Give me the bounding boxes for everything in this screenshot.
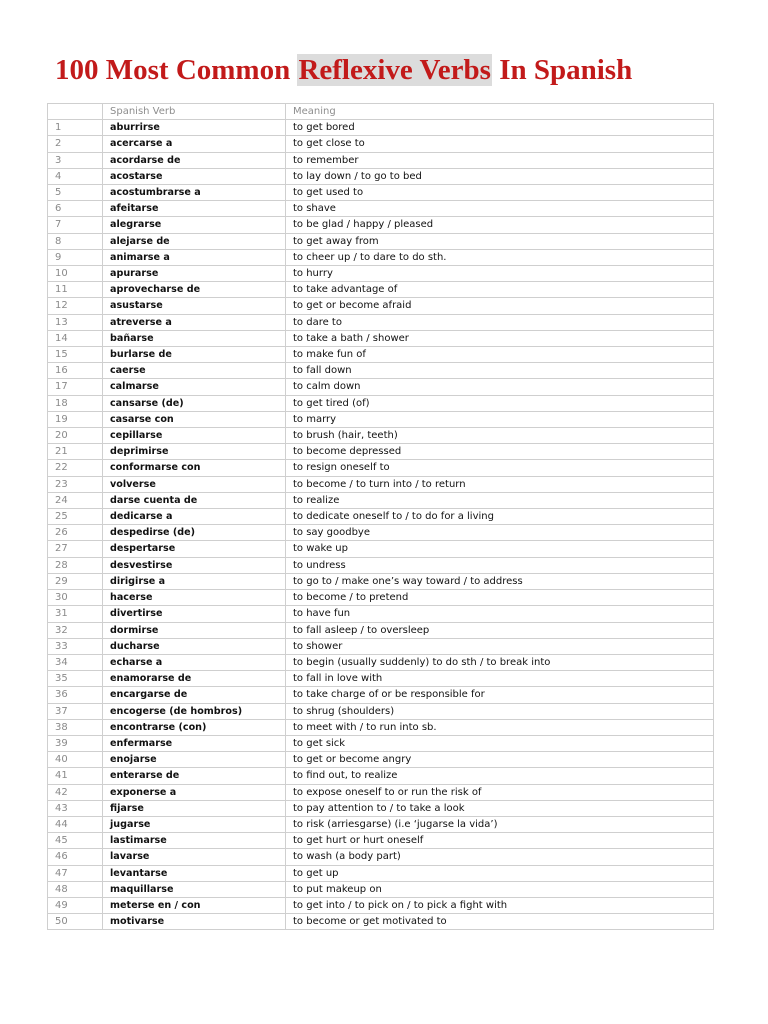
table-row [48, 476, 714, 492]
table-row [48, 460, 714, 476]
table-row [48, 897, 714, 913]
row-number: 17 [48, 379, 103, 395]
table-row [48, 816, 714, 832]
row-number: 50 [48, 914, 103, 930]
meaning: to take advantage of [286, 282, 714, 298]
spanish-verb: despedirse (de) [103, 525, 286, 541]
spanish-verb: aprovecharse de [103, 282, 286, 298]
spanish-verb: apurarse [103, 266, 286, 282]
meaning: to shave [286, 201, 714, 217]
row-number: 2 [48, 136, 103, 152]
table-row [48, 784, 714, 800]
meaning: to risk (arriesgarse) (i.e ‘jugarse la vida’) [286, 816, 714, 832]
table-row [48, 120, 714, 136]
row-number: 40 [48, 752, 103, 768]
table-row [48, 800, 714, 816]
spanish-verb: acostumbrarse a [103, 185, 286, 201]
table-row [48, 233, 714, 249]
row-number: 41 [48, 768, 103, 784]
row-number: 28 [48, 557, 103, 573]
row-number: 29 [48, 573, 103, 589]
meaning: to get away from [286, 233, 714, 249]
meaning: to get hurt or hurt oneself [286, 833, 714, 849]
spanish-verb: bañarse [103, 330, 286, 346]
table-row [48, 719, 714, 735]
table-row [48, 249, 714, 265]
table-row [48, 768, 714, 784]
table-row [48, 881, 714, 897]
table-row [48, 363, 714, 379]
spanish-verb: cansarse (de) [103, 395, 286, 411]
row-number: 6 [48, 201, 103, 217]
spanish-verb: desvestirse [103, 557, 286, 573]
spanish-verb: encontrarse (con) [103, 719, 286, 735]
meaning: to become / to turn into / to return [286, 476, 714, 492]
meaning: to get into / to pick on / to pick a fight with [286, 897, 714, 913]
row-number: 14 [48, 330, 103, 346]
row-number: 32 [48, 622, 103, 638]
table-row [48, 606, 714, 622]
meaning: to go to / make one’s way toward / to address [286, 573, 714, 589]
spanish-verb: divertirse [103, 606, 286, 622]
meaning: to make fun of [286, 347, 714, 363]
table-row [48, 703, 714, 719]
table-row [48, 865, 714, 881]
row-number: 11 [48, 282, 103, 298]
row-number: 22 [48, 460, 103, 476]
meaning: to expose oneself to or run the risk of [286, 784, 714, 800]
row-number: 18 [48, 395, 103, 411]
table-row [48, 573, 714, 589]
table-row [48, 428, 714, 444]
row-number: 34 [48, 654, 103, 670]
table-row [48, 444, 714, 460]
row-number: 23 [48, 476, 103, 492]
spanish-verb: aburrirse [103, 120, 286, 136]
spanish-verb: darse cuenta de [103, 492, 286, 508]
row-number: 30 [48, 590, 103, 606]
row-number: 31 [48, 606, 103, 622]
row-number: 39 [48, 735, 103, 751]
meaning: to dedicate oneself to / to do for a living [286, 509, 714, 525]
row-number: 24 [48, 492, 103, 508]
spanish-verb: asustarse [103, 298, 286, 314]
spanish-verb: enojarse [103, 752, 286, 768]
meaning: to become / to pretend [286, 590, 714, 606]
table-row [48, 735, 714, 751]
table-row [48, 298, 714, 314]
row-number: 33 [48, 638, 103, 654]
spanish-verb: conformarse con [103, 460, 286, 476]
spanish-verb: volverse [103, 476, 286, 492]
table-row [48, 152, 714, 168]
meaning: to dare to [286, 314, 714, 330]
spanish-verb: alegrarse [103, 217, 286, 233]
table-row [48, 217, 714, 233]
meaning: to brush (hair, teeth) [286, 428, 714, 444]
table-row [48, 379, 714, 395]
meaning: to fall asleep / to oversleep [286, 622, 714, 638]
meaning: to shower [286, 638, 714, 654]
row-number: 27 [48, 541, 103, 557]
row-number: 35 [48, 671, 103, 687]
row-number: 12 [48, 298, 103, 314]
spanish-verb: alejarse de [103, 233, 286, 249]
meaning: to meet with / to run into sb. [286, 719, 714, 735]
meaning: to find out, to realize [286, 768, 714, 784]
spanish-verb: calmarse [103, 379, 286, 395]
row-number: 36 [48, 687, 103, 703]
meaning: to become depressed [286, 444, 714, 460]
spanish-verb: cepillarse [103, 428, 286, 444]
table-row [48, 330, 714, 346]
meaning: to remember [286, 152, 714, 168]
meaning: to realize [286, 492, 714, 508]
table-row [48, 654, 714, 670]
table-row [48, 687, 714, 703]
spanish-verb: atreverse a [103, 314, 286, 330]
spanish-verb: jugarse [103, 816, 286, 832]
row-number: 43 [48, 800, 103, 816]
table-row [48, 347, 714, 363]
spanish-verb: dirigirse a [103, 573, 286, 589]
spanish-verb: motivarse [103, 914, 286, 930]
table-row [48, 622, 714, 638]
meaning: to hurry [286, 266, 714, 282]
meaning: to shrug (shoulders) [286, 703, 714, 719]
header-meaning: Meaning [286, 104, 714, 120]
table-row [48, 185, 714, 201]
row-number: 9 [48, 249, 103, 265]
table-row [48, 136, 714, 152]
row-number: 21 [48, 444, 103, 460]
spanish-verb: enamorarse de [103, 671, 286, 687]
row-number: 3 [48, 152, 103, 168]
spanish-verb: afeitarse [103, 201, 286, 217]
spanish-verb: fijarse [103, 800, 286, 816]
spanish-verb: dormirse [103, 622, 286, 638]
meaning: to say goodbye [286, 525, 714, 541]
spanish-verb: deprimirse [103, 444, 286, 460]
meaning: to calm down [286, 379, 714, 395]
row-number: 47 [48, 865, 103, 881]
row-number: 42 [48, 784, 103, 800]
meaning: to become or get motivated to [286, 914, 714, 930]
table-row [48, 671, 714, 687]
spanish-verb: caerse [103, 363, 286, 379]
table-row [48, 282, 714, 298]
spanish-verb: hacerse [103, 590, 286, 606]
meaning: to get bored [286, 120, 714, 136]
spanish-verb: acostarse [103, 168, 286, 184]
row-number: 37 [48, 703, 103, 719]
spanish-verb: despertarse [103, 541, 286, 557]
spanish-verb: casarse con [103, 411, 286, 427]
table-row [48, 833, 714, 849]
row-number: 19 [48, 411, 103, 427]
table-row [48, 201, 714, 217]
spanish-verb: lastimarse [103, 833, 286, 849]
meaning: to get used to [286, 185, 714, 201]
table-row [48, 849, 714, 865]
spanish-verb: ducharse [103, 638, 286, 654]
meaning: to begin (usually suddenly) to do sth / to break into [286, 654, 714, 670]
meaning: to fall down [286, 363, 714, 379]
spanish-verb: maquillarse [103, 881, 286, 897]
meaning: to marry [286, 411, 714, 427]
meaning: to resign oneself to [286, 460, 714, 476]
meaning: to get tired (of) [286, 395, 714, 411]
table-row [48, 541, 714, 557]
meaning: to get up [286, 865, 714, 881]
title-highlight: Reflexive Verbs [298, 54, 491, 86]
spanish-verb: levantarse [103, 865, 286, 881]
meaning: to undress [286, 557, 714, 573]
spanish-verb: acordarse de [103, 152, 286, 168]
row-number: 38 [48, 719, 103, 735]
table-row [48, 509, 714, 525]
meaning: to be glad / happy / pleased [286, 217, 714, 233]
table-row [48, 168, 714, 184]
row-number: 4 [48, 168, 103, 184]
table-row [48, 914, 714, 930]
page-title [55, 50, 632, 90]
table-row [48, 557, 714, 573]
table-body [48, 120, 714, 930]
meaning: to wake up [286, 541, 714, 557]
spanish-verb: exponerse a [103, 784, 286, 800]
verbs-table [47, 103, 714, 930]
header-spanish-verb: Spanish Verb [103, 104, 286, 120]
meaning: to take a bath / shower [286, 330, 714, 346]
row-number: 46 [48, 849, 103, 865]
table-row [48, 266, 714, 282]
row-number: 26 [48, 525, 103, 541]
spanish-verb: echarse a [103, 654, 286, 670]
meaning: to get sick [286, 735, 714, 751]
row-number: 45 [48, 833, 103, 849]
table-row [48, 590, 714, 606]
spanish-verb: meterse en / con [103, 897, 286, 913]
row-number: 49 [48, 897, 103, 913]
meaning: to get close to [286, 136, 714, 152]
spanish-verb: burlarse de [103, 347, 286, 363]
table-header-row [48, 104, 714, 120]
meaning: to get or become afraid [286, 298, 714, 314]
meaning: to pay attention to / to take a look [286, 800, 714, 816]
row-number: 8 [48, 233, 103, 249]
spanish-verb: acercarse a [103, 136, 286, 152]
header-number [48, 104, 103, 120]
spanish-verb: lavarse [103, 849, 286, 865]
meaning: to put makeup on [286, 881, 714, 897]
table-row [48, 638, 714, 654]
row-number: 16 [48, 363, 103, 379]
table-row [48, 525, 714, 541]
spanish-verb: encargarse de [103, 687, 286, 703]
table-row [48, 314, 714, 330]
row-number: 1 [48, 120, 103, 136]
row-number: 20 [48, 428, 103, 444]
row-number: 48 [48, 881, 103, 897]
meaning: to have fun [286, 606, 714, 622]
row-number: 10 [48, 266, 103, 282]
meaning: to take charge of or be responsible for [286, 687, 714, 703]
meaning: to lay down / to go to bed [286, 168, 714, 184]
spanish-verb: encogerse (de hombros) [103, 703, 286, 719]
meaning: to wash (a body part) [286, 849, 714, 865]
row-number: 5 [48, 185, 103, 201]
spanish-verb: dedicarse a [103, 509, 286, 525]
meaning: to cheer up / to dare to do sth. [286, 249, 714, 265]
row-number: 25 [48, 509, 103, 525]
row-number: 44 [48, 816, 103, 832]
table-row [48, 395, 714, 411]
row-number: 13 [48, 314, 103, 330]
title-prefix: 100 Most Common [55, 54, 298, 86]
table-row [48, 411, 714, 427]
title-suffix: In Spanish [491, 54, 633, 86]
spanish-verb: animarse a [103, 249, 286, 265]
row-number: 15 [48, 347, 103, 363]
meaning: to fall in love with [286, 671, 714, 687]
table-row [48, 752, 714, 768]
meaning: to get or become angry [286, 752, 714, 768]
table-row [48, 492, 714, 508]
spanish-verb: enterarse de [103, 768, 286, 784]
spanish-verb: enfermarse [103, 735, 286, 751]
row-number: 7 [48, 217, 103, 233]
